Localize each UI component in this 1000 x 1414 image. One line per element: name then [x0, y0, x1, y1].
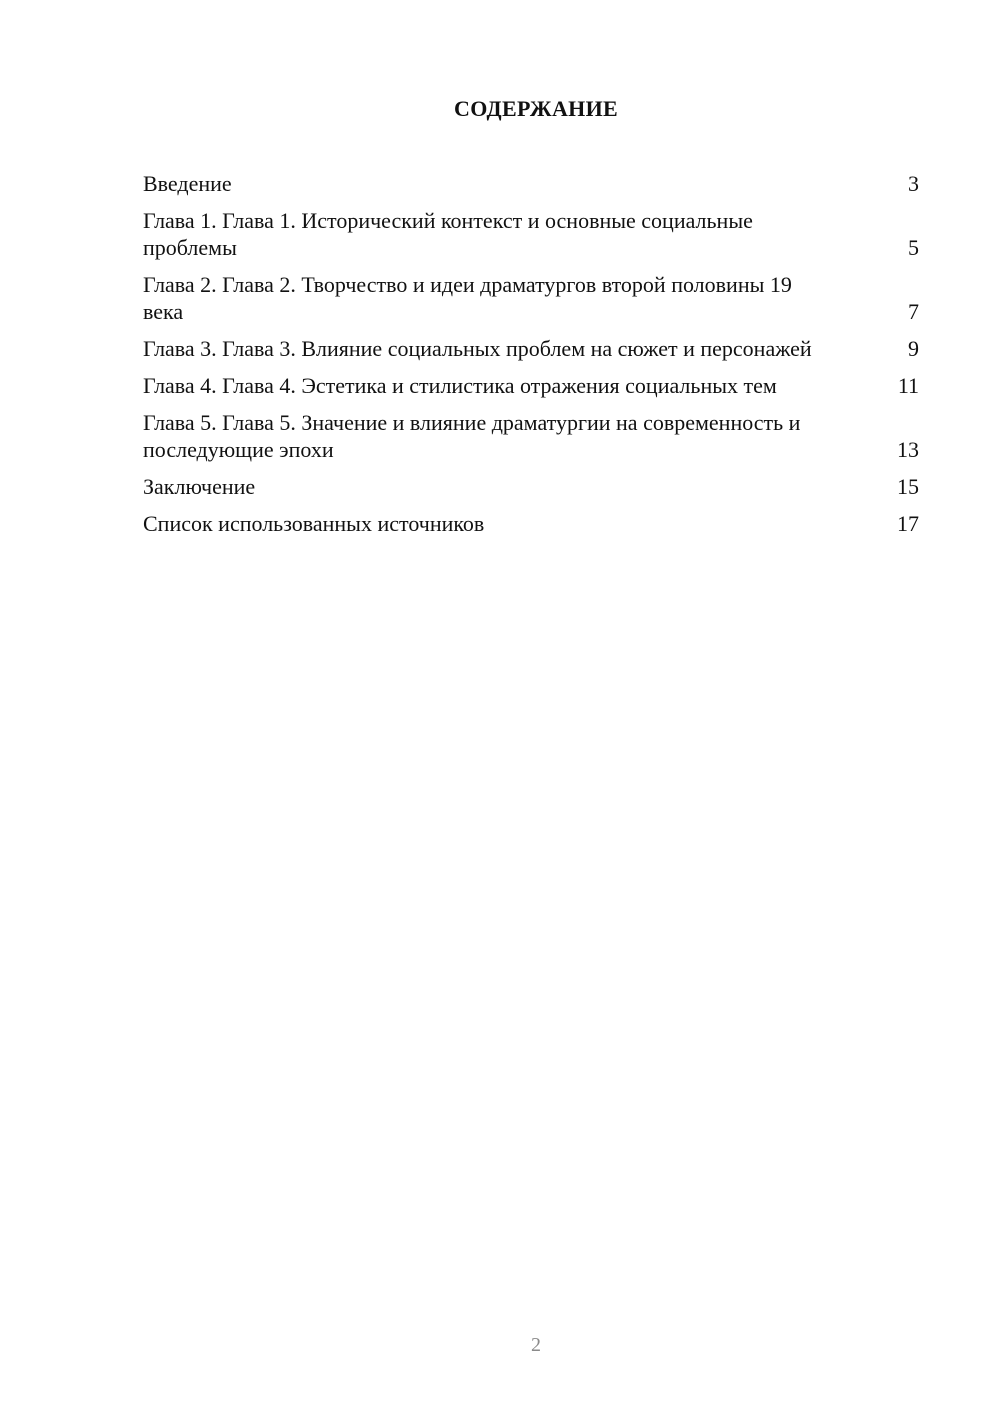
- toc-entry-page: 5: [908, 235, 919, 260]
- toc-entry-chapter-2: [143, 271, 919, 325]
- toc-entry-page: 15: [897, 474, 919, 499]
- toc-entry-text: Введение: [143, 171, 232, 196]
- toc-entry-chapter-5: [143, 409, 919, 463]
- toc-entry-page: 17: [897, 511, 919, 536]
- toc-title: СОДЕРЖАНИЕ: [454, 96, 618, 121]
- toc-entry-text: Список использованных источников: [143, 511, 485, 536]
- toc-entry-page: 9: [908, 336, 919, 361]
- toc-entry-page: 11: [897, 373, 919, 398]
- toc-entry-chapter-1: [143, 207, 919, 261]
- toc-entry-text: Глава 3. Глава 3. Влияние социальных проблем на сюжет и персонажей: [143, 336, 812, 361]
- toc-entry-text: Глава 5. Глава 5. Значение и влияние драматургии на современность и последующие эпохи: [143, 410, 801, 462]
- toc-entry-text: Глава 2. Глава 2. Творчество и идеи драматургов второй половины 19 века: [143, 272, 792, 324]
- toc-entry-chapter-3: [143, 335, 919, 362]
- toc-entry-page: 13: [897, 437, 919, 462]
- toc-entry-page: 7: [908, 299, 919, 324]
- toc-entry-page: 3: [908, 171, 919, 196]
- toc-entry-text: Заключение: [143, 474, 256, 499]
- table-of-contents: [143, 170, 919, 547]
- page-number: 2: [531, 1334, 541, 1356]
- toc-entry-introduction: [143, 170, 919, 197]
- toc-entry-chapter-4: [143, 372, 919, 399]
- toc-entry-conclusion: [143, 473, 919, 500]
- toc-entry-text: Глава 4. Глава 4. Эстетика и стилистика отражения социальных тем: [143, 373, 777, 398]
- toc-entry-references: [143, 510, 919, 537]
- toc-entry-text: Глава 1. Глава 1. Исторический контекст и основные социальные проблемы: [143, 208, 753, 260]
